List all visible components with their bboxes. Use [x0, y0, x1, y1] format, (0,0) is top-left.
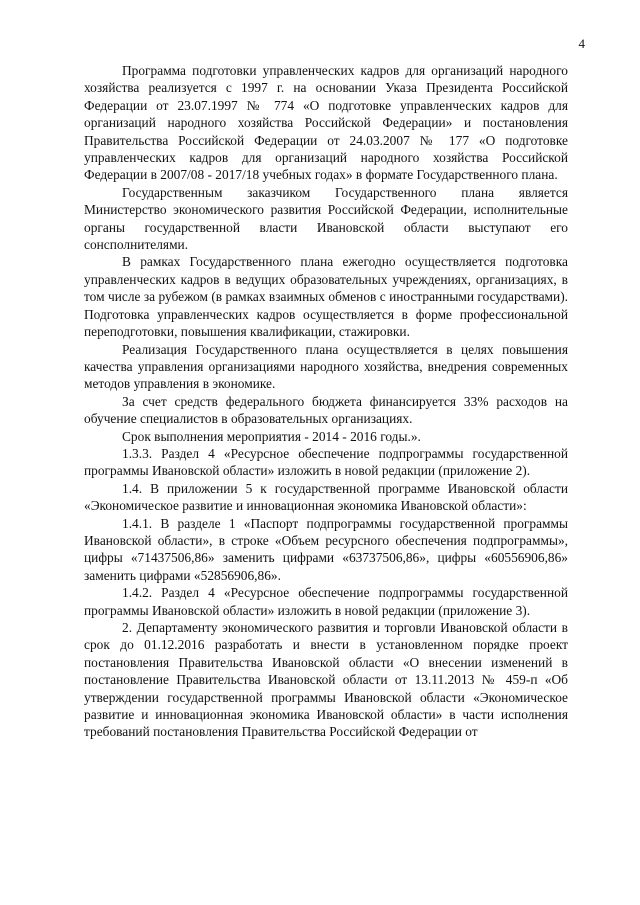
paragraph-1-4-2: 1.4.2. Раздел 4 «Ресурсное обеспечение подпрограммы государственной программы Ивановской области» изложить в новой редакции (приложение 3).: [84, 585, 568, 618]
paragraph-2: 2. Департаменту экономического развития и торговли Ивановской области в срок до 01.12.2016 разработать и внести в установленном порядке проект постановления Правительства Ивановской области «О внесении изменений в постановление Правительства Ивановской области от 13.11.2013 № 459-п «Об утверждении государственной программы Ивановской области «Экономическое развитие и инновационная экономика Ивановской области» в части исполнения требований постановления Правительства Российской Федерации от: [84, 620, 568, 740]
paragraph-implementation-goals: Реализация Государственного плана осуществляется в целях повышения качества управления организациями народного хозяйства, внедрения современных методов управления в экономике.: [84, 341, 568, 392]
page-number: 4: [578, 36, 585, 51]
paragraph-1-4-1: 1.4.1. В разделе 1 «Паспорт подпрограммы государственной программы Ивановской области», в строке «Объем ресурсного обеспечения подпрограммы», цифры «71437506,86» заменить цифрами «63737506,86», цифры «60556906,86» заменить цифрами «52856906,86».: [84, 515, 568, 583]
paragraph-training-framework: В рамках Государственного плана ежегодно осуществляется подготовка управленческих кадров в ведущих образовательных учреждениях, организациях, в том числе за рубежом (в рамках взаимных обменов с иностранными государствами). Подготовка управленческих кадров осуществляется в форме профессиональной переподготовки, повышения квалификации, стажировки.: [84, 254, 568, 340]
paragraph-1-4: 1.4. В приложении 5 к государственной программе Ивановской области «Экономическое развитие и инновационная экономика Ивановской области»:: [84, 480, 568, 514]
paragraph-program-intro: Программа подготовки управленческих кадров для организаций народного хозяйства реализуется с 1997 г. на основании Указа Президента Российской Федерации от 23.07.1997 № 774 «О подготовке управленческих кадров для организаций народного хозяйства Российской Федерации» и постановления Правительства Российской Федерации от 24.03.2007 № 177 «О подготовке управленческих кадров для организаций народного хозяйства Российской Федерации в 2007/08 - 2017/18 учебных годах» в формате Государственного плана.: [84, 63, 568, 183]
paragraph-term: Срок выполнения мероприятия - 2014 - 2016 годы.».: [122, 428, 421, 444]
paragraph-1-3-3: 1.3.3. Раздел 4 «Ресурсное обеспечение подпрограммы государственной программы Ивановской области» изложить в новой редакции (приложение 2).: [84, 445, 568, 479]
paragraph-federal-funding: За счет средств федерального бюджета финансируется 33% расходов на обучение специалистов в образовательных организациях.: [84, 393, 568, 427]
document-body: [84, 62, 568, 741]
paragraph-state-customer: Государственным заказчиком Государственного плана является Министерство экономического развития Российской Федерации, исполнительные органы государственной власти Ивановской области выступают его сонсполнителями.: [84, 184, 568, 253]
